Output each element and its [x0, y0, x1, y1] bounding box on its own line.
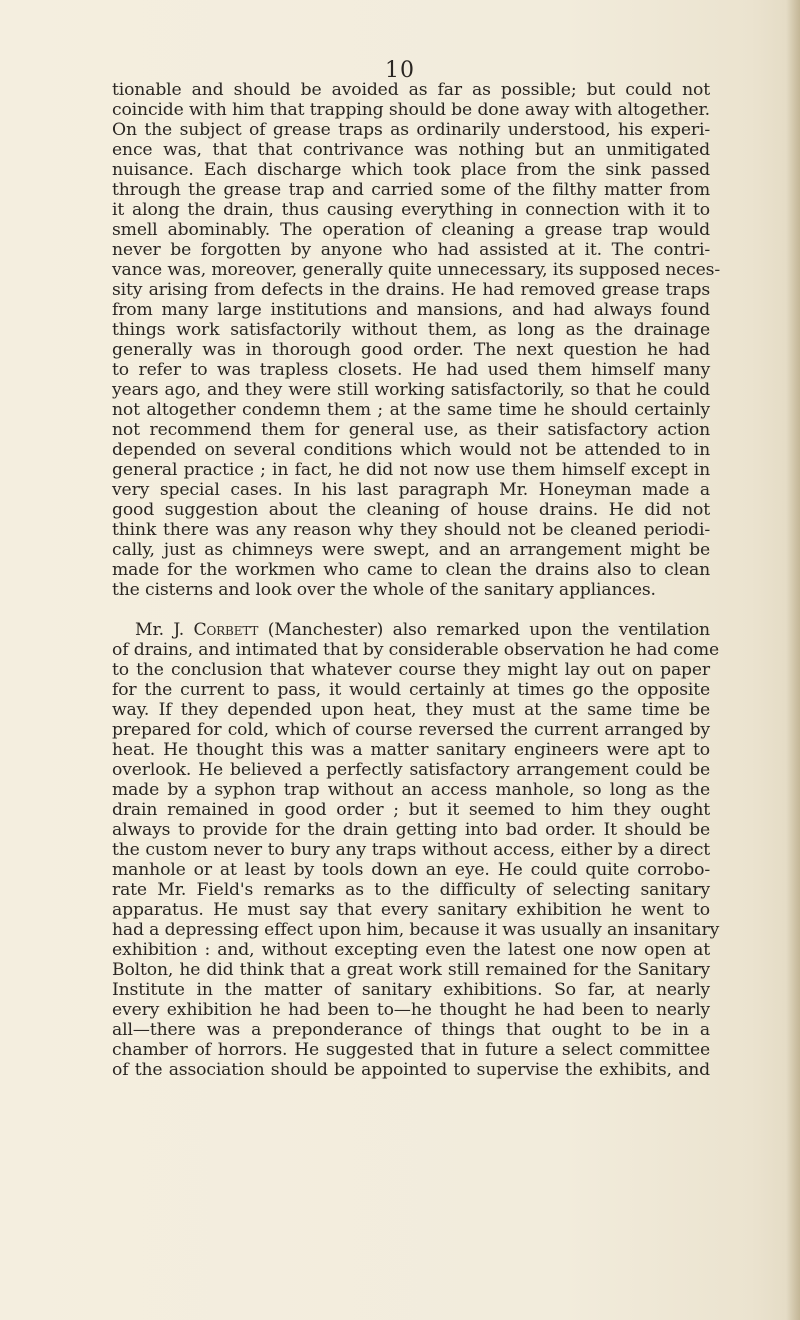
text-line: Bolton, he did think that a great work still remained for the Sanitary — [112, 960, 710, 980]
text-line: things work satisfactorily without them, as long as the drainage — [112, 320, 710, 340]
speaker-line — [112, 620, 710, 640]
paragraph-spacer — [112, 600, 710, 620]
text-line: rate Mr. Field's remarks as to the difficulty of selecting sanitary — [112, 880, 710, 900]
text-line: through the grease trap and carried some of the filthy matter from — [112, 180, 710, 200]
text-line: every exhibition he had been to—he thought he had been to nearly — [112, 1000, 710, 1020]
text-line: of drains, and intimated that by considerable observation he had come — [112, 640, 720, 660]
text-line: tionable and should be avoided as far as possible; but could not — [112, 80, 710, 100]
text-line: it along the drain, thus causing everything in connection with it to — [112, 200, 710, 220]
text-line: apparatus. He must say that every sanitary exhibition he went to — [112, 900, 710, 920]
text-line: depended on several conditions which would not be attended to in — [112, 440, 710, 460]
text-line: sity arising from defects in the drains. He had removed grease traps — [112, 280, 710, 300]
text-line: smell abominably. The operation of cleaning a grease trap would — [112, 220, 710, 240]
paragraph-2 — [112, 620, 720, 1080]
text-line: overlook. He believed a perfectly satisfactory arrangement could be — [112, 760, 710, 780]
text-line: coincide with him that trapping should be done away with altogether. — [112, 100, 710, 120]
paragraph-1 — [112, 80, 721, 600]
text-line: generally was in thorough good order. The next question he had — [112, 340, 710, 360]
text-line: drain remained in good order ; but it seemed to him they ought — [112, 800, 710, 820]
text-line: very special cases. In his last paragraph Mr. Honeyman made a — [112, 480, 710, 500]
text-line: cally, just as chimneys were swept, and an arrangement might be — [112, 540, 710, 560]
text-line: for the current to pass, it would certainly at times go the opposite — [112, 680, 710, 700]
text-line: years ago, and they were still working satisfactorily, so that he could — [112, 380, 710, 400]
text-line: chamber of horrors. He suggested that in future a select committee — [112, 1040, 710, 1060]
text-line: to the conclusion that whatever course they might lay out on paper — [112, 660, 710, 680]
text-line: the cisterns and look over the whole of the sanitary appliances. — [112, 580, 656, 600]
text-line: general practice ; in fact, he did not now use them himself except in — [112, 460, 710, 480]
text-line: exhibition : and, without excepting even the latest one now open at — [112, 940, 710, 960]
text-line: never be forgotten by anyone who had assisted at it. The contri- — [112, 240, 710, 260]
text-line: not altogether condemn them ; at the same time he should certainly — [112, 400, 710, 420]
speaker-prefix: Mr. J. — [135, 620, 194, 640]
text-line: from many large institutions and mansions, and had always found — [112, 300, 710, 320]
text-line: vance was, moreover, generally quite unnecessary, its supposed neces- — [112, 260, 721, 280]
text-line: ence was, that that contrivance was nothing but an unmitigated — [112, 140, 710, 160]
page-number: 10 — [385, 58, 415, 83]
speaker-name: Corbett — [193, 620, 259, 640]
body-text — [112, 80, 721, 1080]
text-line: made by a syphon trap without an access manhole, so long as the — [112, 780, 710, 800]
text-line: On the subject of grease traps as ordinarily understood, his experi- — [112, 120, 710, 140]
page-edge-shadow — [786, 0, 800, 1320]
text-line: always to provide for the drain getting into bad order. It should be — [112, 820, 710, 840]
text-line: not recommend them for general use, as their satisfactory action — [112, 420, 710, 440]
text-line: Institute in the matter of sanitary exhibitions. So far, at nearly — [112, 980, 710, 1000]
text-line: way. If they depended upon heat, they must at the same time be — [112, 700, 710, 720]
text-line: made for the workmen who came to clean the drains also to clean — [112, 560, 710, 580]
text-line: nuisance. Each discharge which took place from the sink passed — [112, 160, 710, 180]
text-line: to refer to was trapless closets. He had used them himself many — [112, 360, 710, 380]
speaker-line-rest: (Manchester) also remarked upon the ventilation — [258, 620, 710, 640]
text-line: prepared for cold, which of course reversed the current arranged by — [112, 720, 710, 740]
text-line: all—there was a preponderance of things that ought to be in a — [112, 1020, 710, 1040]
text-line: had a depressing effect upon him, because it was usually an insanitary — [112, 920, 720, 940]
text-line: the custom never to bury any traps without access, either by a direct — [112, 840, 710, 860]
text-line: heat. He thought this was a matter sanitary engineers were apt to — [112, 740, 710, 760]
text-line: think there was any reason why they should not be cleaned periodi- — [112, 520, 710, 540]
text-line: of the association should be appointed to supervise the exhibits, and — [112, 1060, 710, 1080]
text-line: manhole or at least by tools down an eye. He could quite corrobo- — [112, 860, 710, 880]
text-line: good suggestion about the cleaning of house drains. He did not — [112, 500, 710, 520]
